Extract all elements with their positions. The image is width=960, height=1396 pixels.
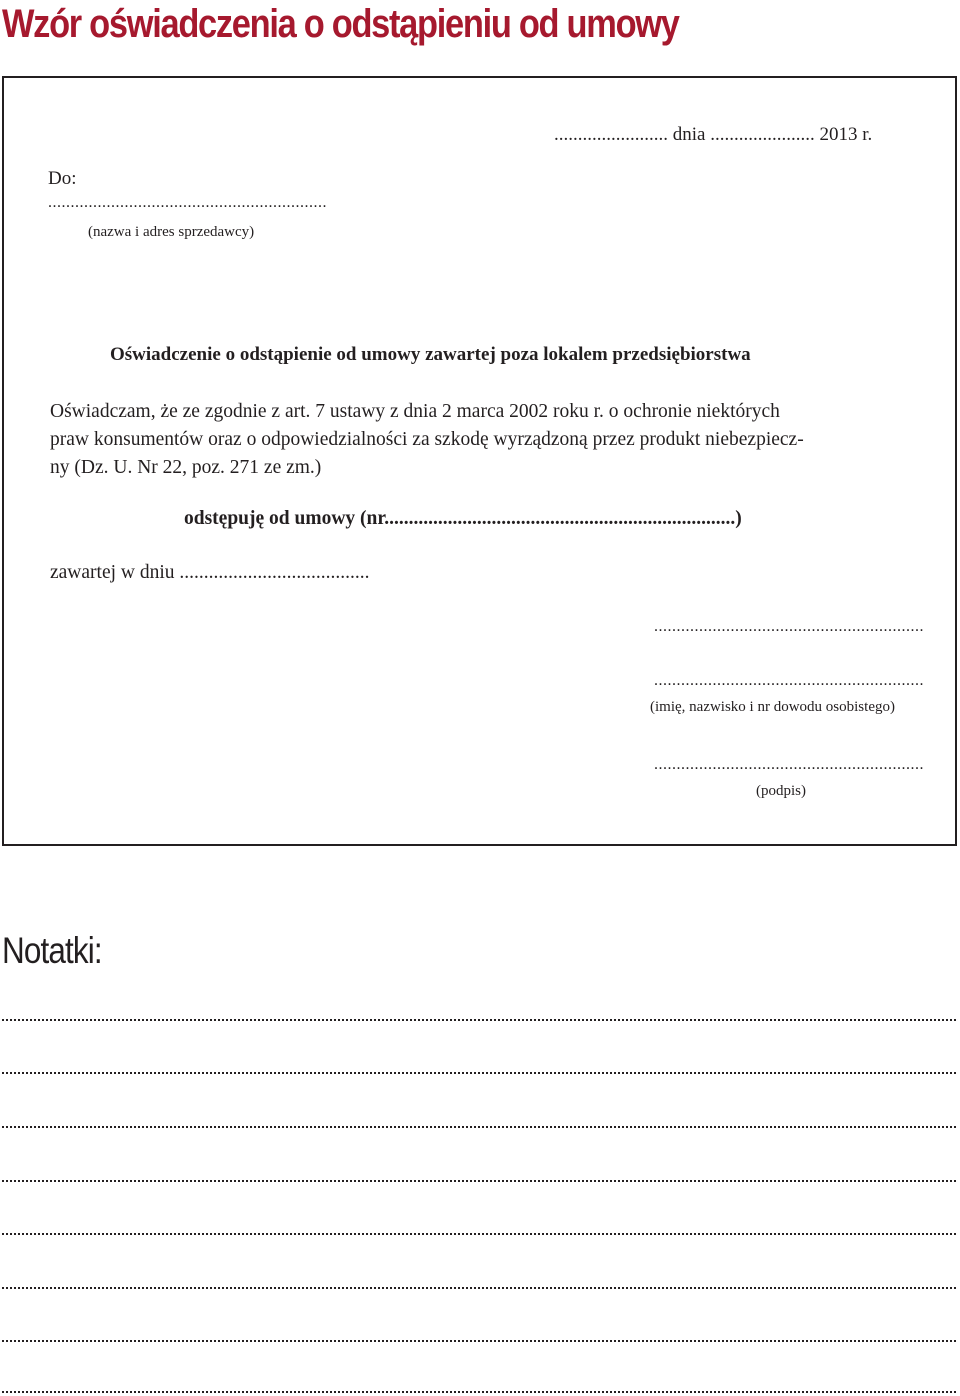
note-line[interactable] [2, 1391, 956, 1393]
note-line[interactable] [2, 1072, 956, 1074]
note-line[interactable] [2, 1126, 956, 1128]
note-line[interactable] [2, 1233, 956, 1235]
page-title: Wzór oświadczenia o odstąpieniu od umowy [2, 2, 679, 46]
note-line[interactable] [2, 1287, 956, 1289]
recipient-caption: (nazwa i adres sprzedawcy) [88, 224, 255, 240]
statement-body-line: ny (Dz. U. Nr 22, poz. 271 ze zm.) [50, 457, 322, 478]
date-line[interactable]: ........................ dnia ...................... 2013 r. [554, 124, 873, 145]
note-line[interactable] [2, 1019, 956, 1021]
consumer-field-2[interactable]: ............................................................ [654, 672, 924, 689]
withdrawal-form [2, 76, 957, 846]
notes-title: Notatki: [2, 930, 102, 971]
statement-body [50, 398, 922, 482]
signature-caption: (podpis) [756, 783, 806, 799]
statement-title: Oświadczenie o odstąpienie od umowy zawartej poza lokalem przedsiębiorstwa [110, 344, 751, 365]
recipient-label: Do: [48, 168, 77, 189]
note-line[interactable] [2, 1180, 956, 1182]
statement-body-line: Oświadczam, że ze zgodnie z art. 7 ustawy z dnia 2 marca 2002 roku r. o ochronie niektórych [50, 401, 780, 422]
contract-date-field[interactable]: zawartej w dniu ....................................... [50, 562, 370, 583]
consumer-caption: (imię, nazwisko i nr dowodu osobistego) [650, 699, 895, 715]
statement-body-line: praw konsumentów oraz o odpowiedzialności za szkodę wyrządzoną przez produkt niebezpiecz- [50, 429, 804, 450]
note-line[interactable] [2, 1340, 956, 1342]
recipient-field[interactable]: .............................................................. [48, 194, 327, 211]
signature-field[interactable]: ............................................................ [654, 756, 924, 773]
consumer-field-1[interactable]: ............................................................ [654, 618, 924, 635]
contract-number-field[interactable]: odstępuję od umowy (nr........................................................................) [184, 508, 742, 529]
